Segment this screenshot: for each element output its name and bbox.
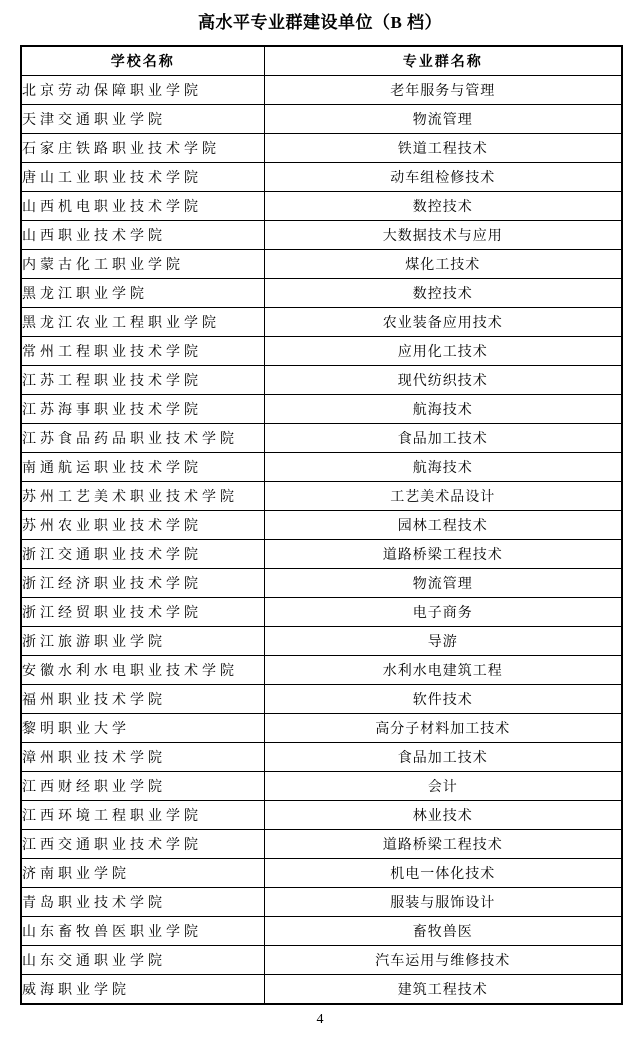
table-row: [21, 308, 622, 337]
group-name-cell: 服装与服饰设计: [264, 888, 622, 917]
group-name-cell: 畜牧兽医: [264, 917, 622, 946]
group-name-cell: 水利水电建筑工程: [264, 656, 622, 685]
group-name-cell: 道路桥梁工程技术: [264, 830, 622, 859]
table-body: [21, 76, 622, 1005]
school-name-cell: 北京劳动保障职业学院: [21, 76, 264, 105]
group-name-cell: 动车组检修技术: [264, 163, 622, 192]
school-name-cell: 浙江交通职业技术学院: [21, 540, 264, 569]
table-row: [21, 482, 622, 511]
school-name-cell: 威海职业学院: [21, 975, 264, 1005]
table-row: [21, 830, 622, 859]
table-row: [21, 888, 622, 917]
school-name-cell: 山东交通职业学院: [21, 946, 264, 975]
group-name-cell: 机电一体化技术: [264, 859, 622, 888]
school-name-cell: 漳州职业技术学院: [21, 743, 264, 772]
group-name-cell: 高分子材料加工技术: [264, 714, 622, 743]
group-name-cell: 航海技术: [264, 395, 622, 424]
group-name-cell: 物流管理: [264, 105, 622, 134]
group-name-cell: 建筑工程技术: [264, 975, 622, 1005]
school-name-header: 学校名称: [21, 46, 264, 76]
group-name-header: 专业群名称: [264, 46, 622, 76]
school-name-cell: 山西职业技术学院: [21, 221, 264, 250]
group-name-cell: 物流管理: [264, 569, 622, 598]
table-row: [21, 946, 622, 975]
table-header-row: [21, 46, 622, 76]
group-name-cell: 汽车运用与维修技术: [264, 946, 622, 975]
table-row: [21, 250, 622, 279]
school-name-cell: 浙江经贸职业技术学院: [21, 598, 264, 627]
table-row: [21, 279, 622, 308]
school-name-cell: 浙江旅游职业学院: [21, 627, 264, 656]
table-row: [21, 134, 622, 163]
school-name-cell: 江西交通职业技术学院: [21, 830, 264, 859]
units-table: [20, 45, 623, 1005]
school-name-cell: 南通航运职业技术学院: [21, 453, 264, 482]
school-name-cell: 浙江经济职业技术学院: [21, 569, 264, 598]
school-name-cell: 江苏食品药品职业技术学院: [21, 424, 264, 453]
group-name-cell: 道路桥梁工程技术: [264, 540, 622, 569]
page-title: 高水平专业群建设单位（B 档）: [197, 13, 443, 32]
table-row: [21, 743, 622, 772]
school-name-cell: 江西环境工程职业学院: [21, 801, 264, 830]
group-name-cell: 现代纺织技术: [264, 366, 622, 395]
group-name-cell: 工艺美术品设计: [264, 482, 622, 511]
school-name-cell: 苏州工艺美术职业技术学院: [21, 482, 264, 511]
table-row: [21, 221, 622, 250]
table-row: [21, 192, 622, 221]
school-name-cell: 济南职业学院: [21, 859, 264, 888]
table-row: [21, 859, 622, 888]
school-name-cell: 山东畜牧兽医职业学院: [21, 917, 264, 946]
school-name-cell: 江西财经职业学院: [21, 772, 264, 801]
group-name-cell: 铁道工程技术: [264, 134, 622, 163]
page-number: 4: [316, 1012, 324, 1027]
table-row: [21, 598, 622, 627]
school-name-cell: 内蒙古化工职业学院: [21, 250, 264, 279]
school-name-cell: 天津交通职业学院: [21, 105, 264, 134]
group-name-cell: 数控技术: [264, 279, 622, 308]
school-name-cell: 黎明职业大学: [21, 714, 264, 743]
group-name-cell: 大数据技术与应用: [264, 221, 622, 250]
group-name-cell: 煤化工技术: [264, 250, 622, 279]
school-name-cell: 黑龙江农业工程职业学院: [21, 308, 264, 337]
school-name-cell: 山西机电职业技术学院: [21, 192, 264, 221]
group-name-cell: 食品加工技术: [264, 743, 622, 772]
group-name-cell: 农业装备应用技术: [264, 308, 622, 337]
school-name-cell: 青岛职业技术学院: [21, 888, 264, 917]
school-name-cell: 江苏工程职业技术学院: [21, 366, 264, 395]
table-row: [21, 163, 622, 192]
table-row: [21, 656, 622, 685]
table-row: [21, 366, 622, 395]
table-row: [21, 424, 622, 453]
school-name-cell: 黑龙江职业学院: [21, 279, 264, 308]
school-name-cell: 唐山工业职业技术学院: [21, 163, 264, 192]
group-name-cell: 应用化工技术: [264, 337, 622, 366]
group-name-cell: 航海技术: [264, 453, 622, 482]
group-name-cell: 老年服务与管理: [264, 76, 622, 105]
table-row: [21, 685, 622, 714]
group-name-cell: 电子商务: [264, 598, 622, 627]
table-row: [21, 453, 622, 482]
table-row: [21, 569, 622, 598]
table-row: [21, 395, 622, 424]
table-row: [21, 76, 622, 105]
group-name-cell: 园林工程技术: [264, 511, 622, 540]
table-row: [21, 917, 622, 946]
group-name-cell: 食品加工技术: [264, 424, 622, 453]
group-name-cell: 导游: [264, 627, 622, 656]
table-row: [21, 511, 622, 540]
group-name-cell: 林业技术: [264, 801, 622, 830]
school-name-cell: 江苏海事职业技术学院: [21, 395, 264, 424]
group-name-cell: 会计: [264, 772, 622, 801]
table-row: [21, 105, 622, 134]
table-row: [21, 714, 622, 743]
table-row: [21, 540, 622, 569]
table-row: [21, 975, 622, 1005]
school-name-cell: 福州职业技术学院: [21, 685, 264, 714]
school-name-cell: 苏州农业职业技术学院: [21, 511, 264, 540]
school-name-cell: 石家庄铁路职业技术学院: [21, 134, 264, 163]
table-row: [21, 772, 622, 801]
table-row: [21, 337, 622, 366]
group-name-cell: 软件技术: [264, 685, 622, 714]
table-row: [21, 801, 622, 830]
table-row: [21, 627, 622, 656]
school-name-cell: 安徽水利水电职业技术学院: [21, 656, 264, 685]
school-name-cell: 常州工程职业技术学院: [21, 337, 264, 366]
group-name-cell: 数控技术: [264, 192, 622, 221]
